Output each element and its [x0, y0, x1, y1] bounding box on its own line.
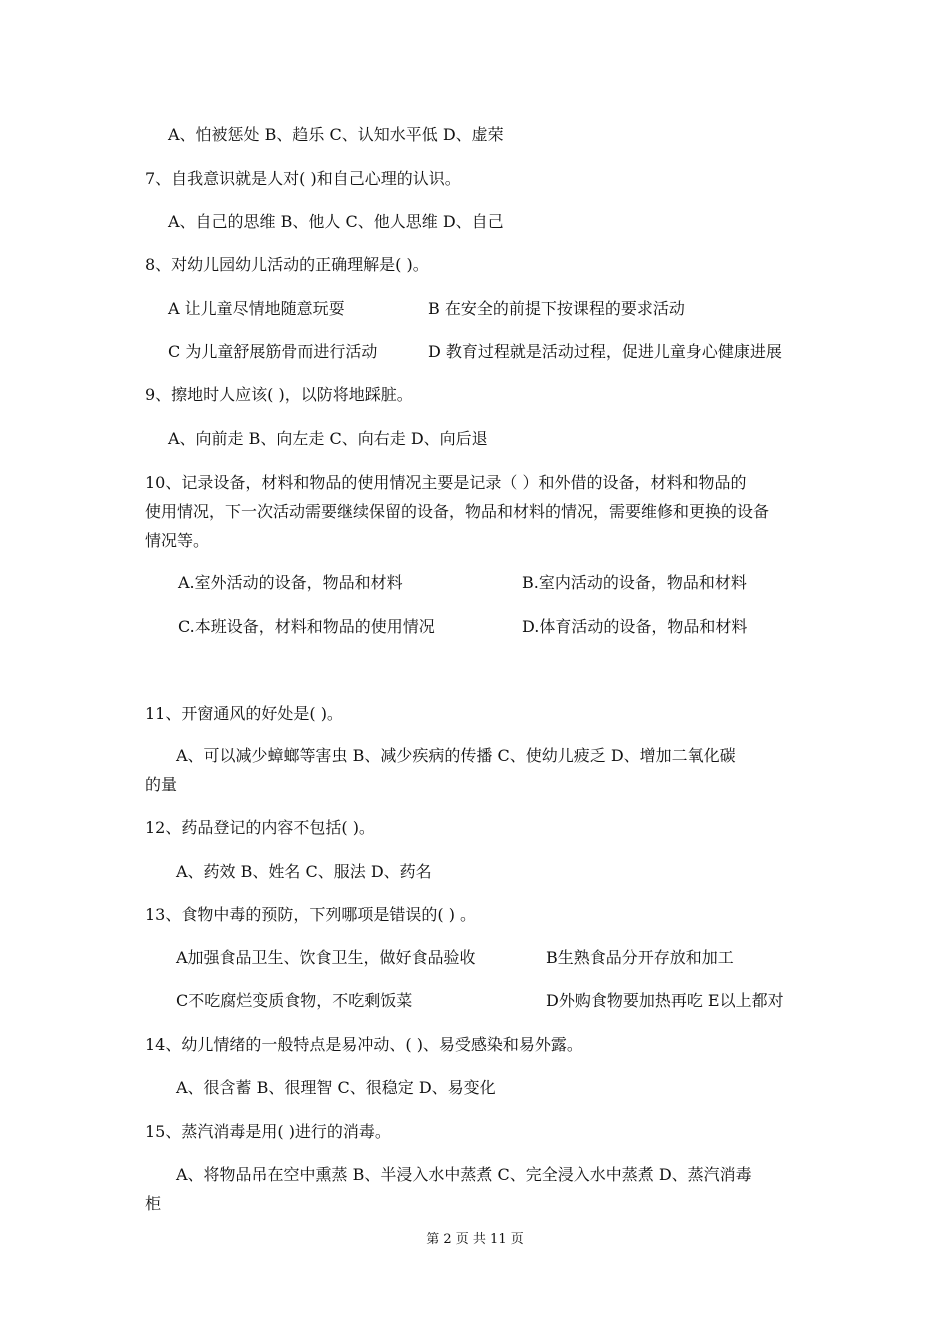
q10-option-a: A.室外活动的设备，物品和材料 — [178, 573, 403, 592]
q12-options: A、药效 B、姓名 C、服法 D、药名 — [176, 862, 432, 881]
q6-options: A、怕被惩处 B、趋乐 C、认知水平低 D、虚荣 — [168, 125, 504, 144]
q10-option-b: B.室内活动的设备，物品和材料 — [522, 573, 747, 592]
q8-stem: 8、对幼儿园幼儿活动的正确理解是( )。 — [145, 255, 429, 274]
q15-stem: 15、蒸汽消毒是用( )进行的消毒。 — [145, 1122, 391, 1141]
q8-option-b: B 在安全的前提下按课程的要求活动 — [428, 299, 685, 318]
q8-option-a: A 让儿童尽情地随意玩耍 — [168, 299, 345, 318]
q10-option-c: C.本班设备，材料和物品的使用情况 — [178, 617, 435, 636]
q10-stem-line2: 使用情况，下一次活动需要继续保留的设备，物品和材料的情况，需要维修和更换的设备 — [145, 502, 770, 521]
q15-options-line1: A、将物品吊在空中熏蒸 B、半浸入水中蒸煮 C、完全浸入水中蒸煮 D、蒸汽消毒 — [176, 1165, 752, 1184]
q10-option-d: D.体育活动的设备，物品和材料 — [522, 617, 748, 636]
q13-option-c: C不吃腐烂变质食物，不吃剩饭菜 — [176, 991, 413, 1010]
q14-options: A、很含蓄 B、很理智 C、很稳定 D、易变化 — [176, 1078, 496, 1097]
q15-options-line2: 柜 — [145, 1194, 162, 1213]
q13-option-d: D外购食物要加热再吃 E以上都对 — [546, 991, 784, 1010]
q10-stem-line3: 情况等。 — [145, 531, 210, 550]
q12-stem: 12、药品登记的内容不包括( )。 — [145, 818, 375, 837]
q11-options-line2: 的量 — [145, 775, 178, 794]
q13-stem: 13、食物中毒的预防，下列哪项是错误的( ) 。 — [145, 905, 477, 924]
q13-option-a: A加强食品卫生、饮食卫生，做好食品验收 — [176, 948, 476, 967]
q10-stem-line1: 10、记录设备，材料和物品的使用情况主要是记录（ ）和外借的设备，材料和物品的 — [145, 473, 747, 492]
q14-stem: 14、幼儿情绪的一般特点是易冲动、( )、易受感染和易外露。 — [145, 1035, 583, 1054]
q7-stem: 7、自我意识就是人对( )和自己心理的认识。 — [145, 169, 461, 188]
page-number: 第 2 页 共 11 页 — [426, 1232, 524, 1247]
q13-option-b: B生熟食品分开存放和加工 — [546, 948, 734, 967]
q8-option-c: C 为儿童舒展筋骨而进行活动 — [168, 342, 378, 361]
q9-stem: 9、擦地时人应该( )，以防将地踩脏。 — [145, 385, 413, 404]
q11-stem: 11、开窗通风的好处是( )。 — [145, 704, 343, 723]
q8-option-d: D 教育过程就是活动过程，促进儿童身心健康进展 — [428, 342, 782, 361]
q9-options: A、向前走 B、向左走 C、向右走 D、向后退 — [168, 429, 488, 448]
q11-options-line1: A、可以减少蟑螂等害虫 B、减少疾病的传播 C、使幼儿疲乏 D、增加二氧化碳 — [176, 746, 736, 765]
q7-options: A、自己的思维 B、他人 C、他人思维 D、自己 — [168, 212, 504, 231]
